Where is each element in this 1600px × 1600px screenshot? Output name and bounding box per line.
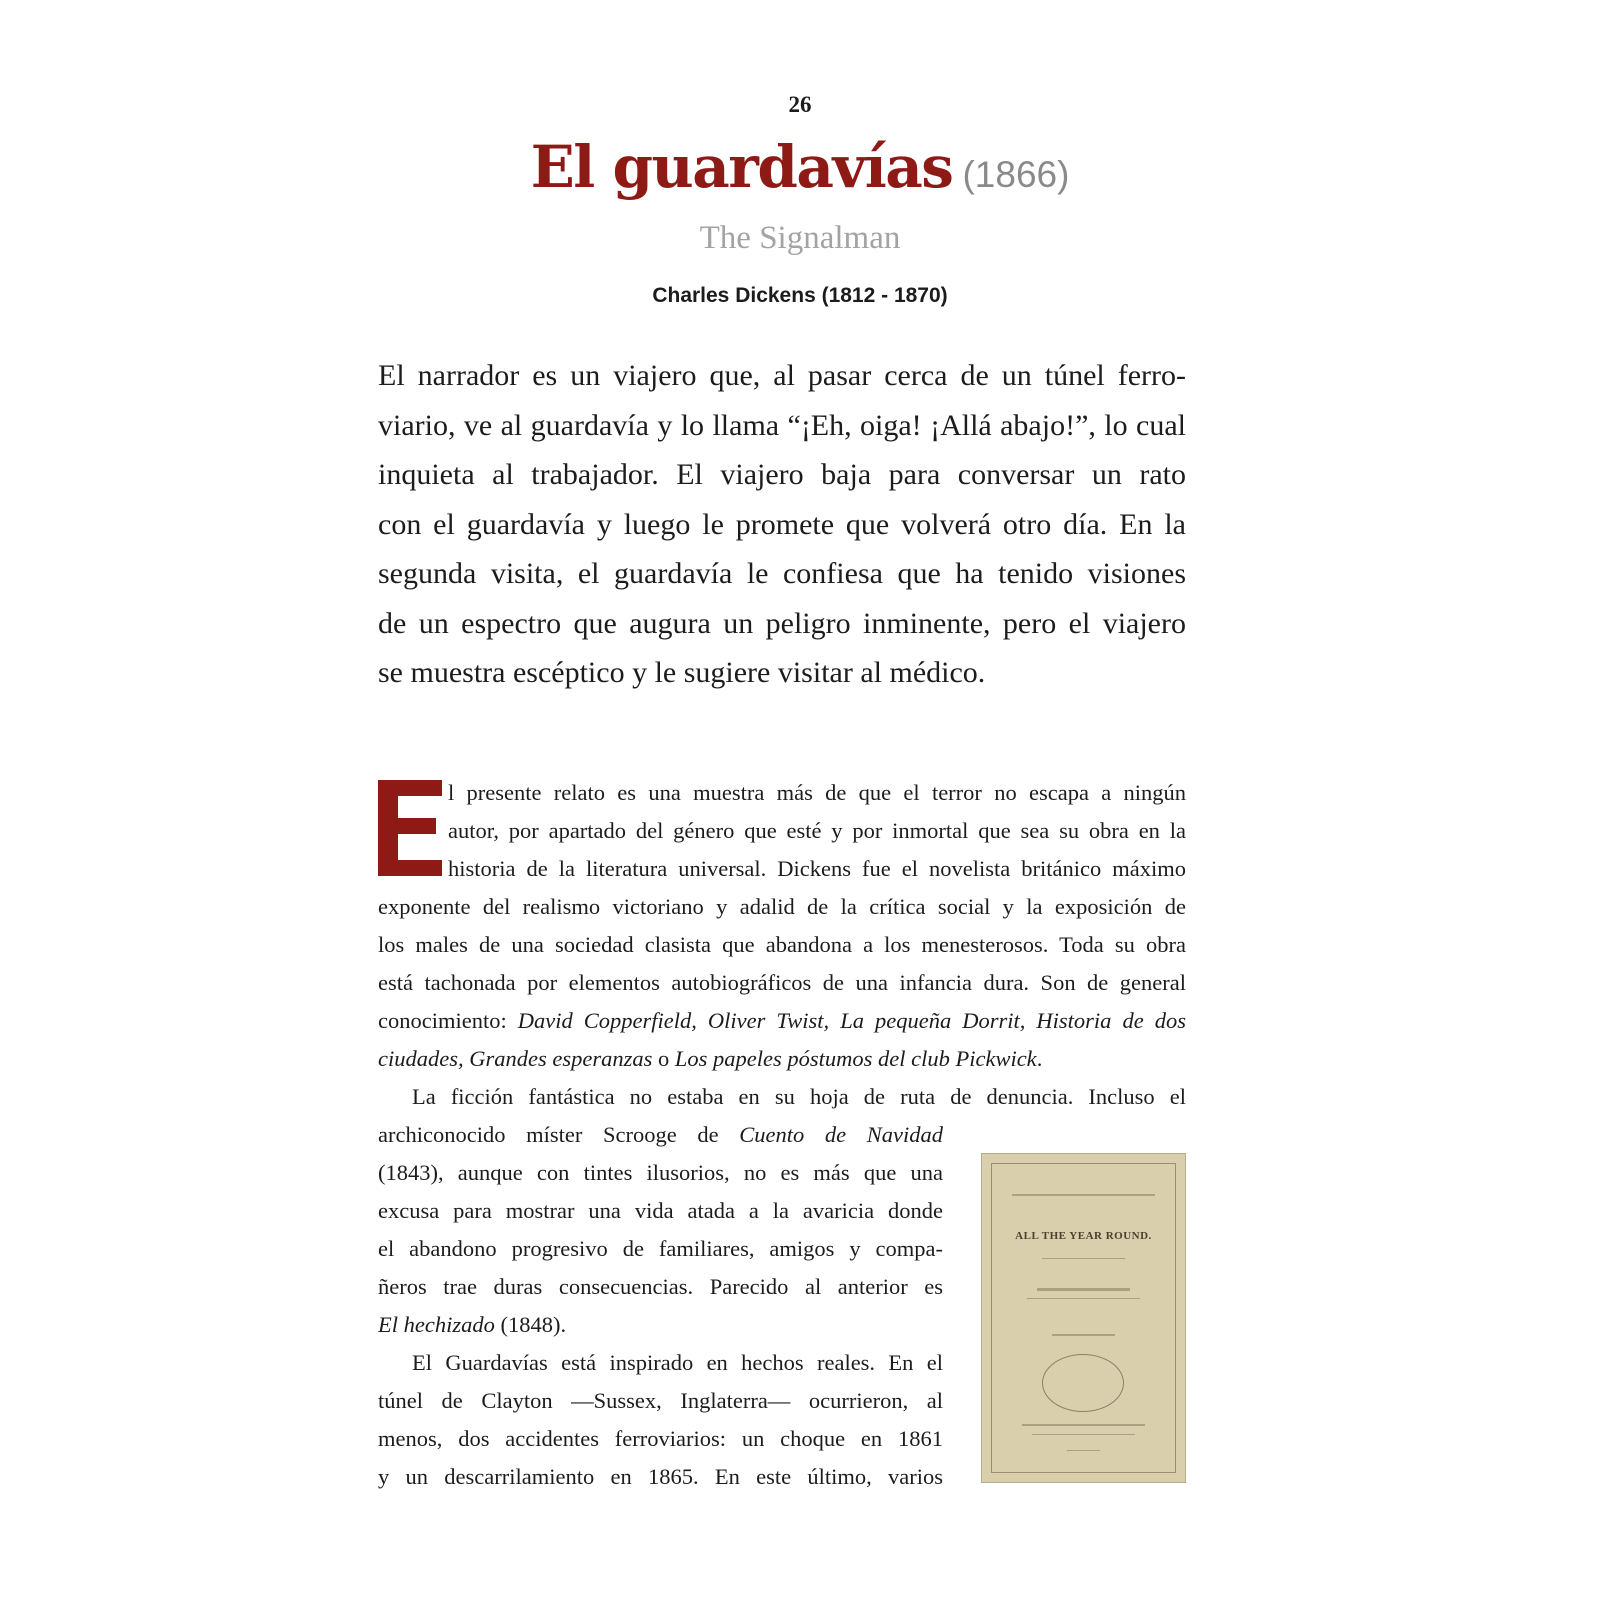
body-line: ñeros trae duras consecuencias. Parecido al anterior es — [378, 1274, 943, 1299]
book-titles-italic: ciudades, Grandes esperanzas — [378, 1046, 653, 1071]
book-title-italic: El hechizado — [378, 1312, 495, 1337]
body-line: está tachonada por elementos autobiográficos de una infancia dura. Son de general — [378, 970, 1186, 995]
body-line: exponente del realismo victoriano y adalid de la crítica social y la exposición de — [378, 894, 1186, 919]
body-line — [378, 1040, 1186, 1078]
cover-rule — [1052, 1334, 1115, 1336]
original-title: The Signalman — [699, 220, 901, 256]
chapter-heading — [0, 133, 1600, 201]
body-line: excusa para mostrar una vida atada a la avaricia donde — [378, 1198, 943, 1223]
summary-line: inquieta al trabajador. El viajero baja para conversar un rato — [378, 458, 1186, 491]
body-line — [378, 1002, 1186, 1040]
body-line — [378, 1306, 943, 1344]
body-line: los males de una sociedad clasista que abandona a los menesterosos. Toda su obra — [378, 932, 1186, 957]
dropcap-lines — [378, 774, 1186, 888]
cover-rule — [1022, 1424, 1145, 1426]
summary-line: con el guardavía y luego le promete que volverá otro día. En la — [378, 507, 1186, 541]
cover-rule — [1032, 1434, 1135, 1435]
body-line: El Guardavías está inspirado en hechos reales. En el — [412, 1350, 943, 1375]
cover-rule — [1042, 1258, 1125, 1259]
summary-line: se muestra escéptico y le sugiere visitar al médico. — [378, 656, 986, 689]
cover-rule — [1067, 1450, 1100, 1451]
body-line: l presente relato es una muestra más de que el terror no escapa a ningún — [448, 780, 1186, 805]
summary-line: viario, ve al guardavía y lo llama “¡Eh, oiga! ¡Allá abajo!”, lo cual — [378, 408, 1186, 442]
chapter-title: El guardavías — [530, 133, 953, 201]
body-line: autor, por apartado del género que esté y por inmortal que sea su obra en la — [448, 818, 1186, 843]
body-text-run: (1848). — [494, 1312, 567, 1337]
body-text-run: archiconocido míster Scrooge de — [378, 1122, 740, 1147]
body-line: historia de la literatura universal. Dickens fue el novelista británico máximo — [448, 856, 1186, 881]
book-titles-italic: David Copperfield, Oliver Twist, La pequeña Dorrit, Historia de dos — [517, 1008, 1186, 1033]
summary-paragraph — [378, 351, 1186, 698]
summary-line: El narrador es un viajero que, al pasar cerca de un túnel ferro- — [378, 359, 1186, 392]
body-line — [378, 1116, 943, 1154]
body-line: (1843), aunque con tintes ilusorios, no es más que una — [378, 1160, 943, 1185]
cover-title: ALL THE YEAR ROUND. — [1015, 1230, 1152, 1242]
body-text-run: . — [1036, 1046, 1043, 1071]
magazine-cover-image — [981, 1153, 1186, 1483]
author-line: Charles Dickens (1812 - 1870) — [652, 284, 948, 307]
body-line: menos, dos accidentes ferroviarios: un choque en 1861 — [378, 1426, 943, 1451]
body-line: y un descarrilamiento en 1865. En este último, varios — [378, 1464, 943, 1489]
cover-rule — [1012, 1194, 1155, 1196]
cover-frame — [991, 1163, 1176, 1473]
body-text-run: o — [652, 1046, 675, 1071]
body-text-run: conocimiento: — [378, 1008, 518, 1033]
body-line: túnel de Clayton —Sussex, Inglaterra— ocurrieron, al — [378, 1388, 943, 1413]
cover-emblem — [1042, 1354, 1124, 1412]
summary-line: segunda visita, el guardavía le confiesa que ha tenido visiones — [378, 557, 1186, 590]
chapter-year: (1866) — [962, 154, 1070, 195]
body-line: La ficción fantástica no estaba en su hoja de ruta de denuncia. Incluso el — [412, 1084, 1186, 1109]
summary-line: de un espectro que augura un peligro inminente, pero el viajero — [378, 606, 1186, 640]
book-title-italic: Cuento de Navidad — [739, 1122, 943, 1147]
cover-rule — [1027, 1298, 1140, 1299]
page-number: 26 — [788, 92, 812, 117]
cover-rule — [1037, 1288, 1130, 1291]
body-line: el abandono progresivo de familiares, amigos y compa- — [378, 1236, 943, 1261]
book-title-italic: Los papeles póstumos del club Pickwick — [674, 1046, 1037, 1071]
